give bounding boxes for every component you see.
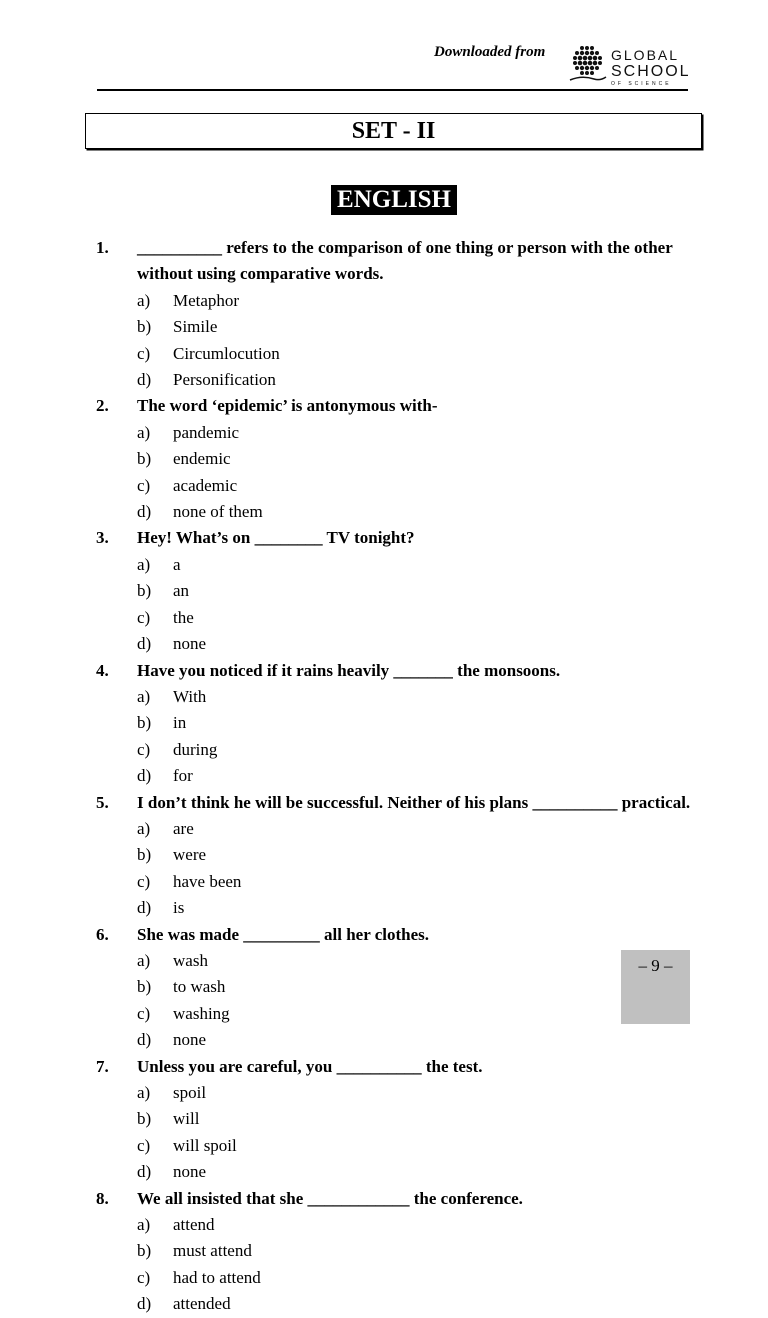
downloaded-from-text: Downloaded from	[434, 44, 546, 60]
option-text: none	[173, 1162, 207, 1182]
answer-option	[137, 895, 417, 921]
option-letter: b)	[137, 1109, 152, 1129]
option-text: none	[173, 634, 207, 654]
option-letter: b)	[137, 317, 152, 337]
option-text: have been	[173, 871, 242, 891]
question-number: 2.	[96, 396, 109, 416]
option-text: Simile	[173, 317, 218, 337]
answer-option	[137, 1238, 417, 1264]
option-text: will spoil	[173, 1135, 237, 1155]
question-text: Hey! What’s on ________ TV tonight?	[137, 528, 415, 548]
question-stem-row	[96, 1054, 696, 1080]
answer-option	[137, 1001, 417, 1027]
option-letter: d)	[137, 502, 152, 522]
option-letter: a)	[137, 686, 151, 706]
answer-option	[137, 367, 417, 393]
option-letter: b)	[137, 581, 152, 601]
answer-option	[137, 446, 417, 472]
answer-option	[137, 314, 417, 340]
question-number: 5.	[96, 792, 109, 812]
option-text: will	[173, 1109, 200, 1129]
question-item	[96, 393, 696, 525]
question-number: 8.	[96, 1188, 109, 1208]
globe-dots-icon	[568, 44, 608, 84]
question-item	[96, 1186, 696, 1318]
question-stem-row	[96, 922, 696, 948]
question-item	[96, 658, 696, 790]
question-text: I don’t think he will be successful. Neither of his plans __________ practical.	[137, 792, 691, 812]
option-letter: a)	[137, 1215, 151, 1235]
question-item	[96, 1054, 696, 1186]
option-text: is	[173, 898, 185, 918]
option-letter: d)	[137, 1294, 152, 1314]
global-school-logo	[568, 44, 698, 90]
option-letter: a)	[137, 818, 151, 838]
question-number: 4.	[96, 660, 109, 680]
page-number-tab	[621, 950, 690, 1024]
logo-global-text: GLOBAL	[611, 47, 680, 63]
option-text: pandemic	[173, 422, 240, 442]
question-text: Have you noticed if it rains heavily _______ the monsoons.	[137, 660, 561, 680]
header-divider	[97, 89, 688, 91]
answer-option	[137, 631, 417, 657]
option-letter: c)	[137, 343, 151, 363]
option-letter: a)	[137, 290, 151, 310]
answer-option	[137, 1133, 417, 1159]
option-text: Personification	[173, 370, 276, 390]
option-text: the	[173, 607, 194, 627]
option-text: are	[173, 818, 194, 838]
answer-option	[137, 1080, 417, 1106]
set-title-box	[85, 113, 702, 149]
option-letter: b)	[137, 1241, 152, 1261]
option-text: were	[173, 845, 207, 865]
option-letter: a)	[137, 1083, 151, 1102]
option-grid	[96, 948, 696, 1054]
option-letter: a)	[137, 950, 151, 970]
answer-option	[137, 420, 417, 446]
answer-option	[137, 842, 417, 868]
answer-option	[137, 763, 417, 789]
answer-option	[137, 737, 417, 763]
question-text: We all insisted that she ____________ the conference.	[137, 1188, 523, 1208]
page-number: – 9 –	[638, 956, 673, 975]
option-text: washing	[173, 1003, 230, 1023]
question-stem-row	[96, 790, 696, 816]
option-grid	[96, 552, 696, 658]
option-text: an	[173, 581, 190, 601]
option-grid	[96, 1212, 696, 1318]
option-text: during	[173, 739, 218, 759]
answer-option	[137, 578, 417, 604]
answer-option	[137, 341, 417, 367]
question-text: __________ refers to the comparison of one thing or person with the other without using comparative words.	[137, 238, 673, 284]
question-item	[96, 790, 696, 922]
option-text: spoil	[173, 1083, 207, 1102]
answer-option	[137, 974, 417, 1000]
option-grid	[96, 684, 696, 790]
subject-heading: ENGLISH	[331, 185, 457, 215]
logo-school-text: SCHOOL	[611, 63, 691, 80]
option-letter: a)	[137, 422, 151, 442]
option-text: must attend	[173, 1241, 252, 1261]
question-stem-row	[96, 393, 696, 419]
option-letter: d)	[137, 766, 152, 786]
option-text: endemic	[173, 449, 231, 469]
option-text: attended	[173, 1294, 231, 1314]
option-text: in	[173, 713, 187, 733]
logo-science-text: OF SCIENCE	[611, 81, 672, 87]
option-letter: d)	[137, 1162, 152, 1182]
answer-option	[137, 552, 417, 578]
option-letter: c)	[137, 1135, 151, 1155]
option-text: a	[173, 554, 181, 574]
question-text: The word ‘epidemic’ is antonymous with-	[137, 396, 438, 416]
answer-option	[137, 288, 417, 314]
answer-option	[137, 1212, 417, 1238]
question-text: Unless you are careful, you __________ the test.	[137, 1056, 483, 1076]
question-stem-row	[96, 1186, 696, 1212]
question-text: She was made _________ all her clothes.	[137, 924, 429, 944]
question-item	[96, 922, 696, 1054]
answer-option	[137, 869, 417, 895]
option-letter: b)	[137, 449, 152, 469]
option-text: to wash	[173, 977, 226, 997]
answer-option	[137, 1027, 417, 1053]
option-letter: a)	[137, 554, 151, 574]
answer-option	[137, 1291, 417, 1317]
option-text: wash	[173, 950, 208, 970]
answer-option	[137, 473, 417, 499]
set-title: SET - II	[351, 117, 436, 144]
option-text: none	[173, 1030, 207, 1050]
option-text: for	[173, 766, 193, 786]
option-letter: d)	[137, 898, 152, 918]
option-text: Circumlocution	[173, 343, 280, 363]
option-letter: b)	[137, 713, 152, 733]
option-letter: c)	[137, 475, 151, 495]
option-text: none of them	[173, 502, 263, 522]
option-letter: b)	[137, 977, 152, 997]
option-letter: c)	[137, 1267, 151, 1287]
option-grid	[96, 420, 696, 526]
question-number: 3.	[96, 528, 109, 548]
question-stem-row	[96, 235, 696, 288]
question-number: 6.	[96, 924, 109, 944]
question-item	[96, 235, 696, 393]
option-text: academic	[173, 475, 238, 495]
option-text: With	[173, 686, 207, 706]
option-letter: b)	[137, 845, 152, 865]
answer-option	[137, 710, 417, 736]
question-item	[96, 525, 696, 657]
answer-option	[137, 948, 417, 974]
option-grid	[96, 1080, 696, 1186]
answer-option	[137, 684, 417, 710]
answer-option	[137, 1159, 417, 1185]
question-list	[96, 235, 696, 1318]
question-number: 7.	[96, 1056, 109, 1076]
option-text: Metaphor	[173, 290, 240, 310]
option-letter: d)	[137, 1030, 152, 1050]
option-grid	[96, 816, 696, 922]
question-stem-row	[96, 525, 696, 551]
answer-option	[137, 605, 417, 631]
answer-option	[137, 816, 417, 842]
option-letter: c)	[137, 739, 151, 759]
option-text: attend	[173, 1215, 215, 1235]
option-text: had to attend	[173, 1267, 261, 1287]
option-letter: c)	[137, 1003, 151, 1023]
answer-option	[137, 499, 417, 525]
question-number: 1.	[96, 238, 109, 257]
answer-option	[137, 1106, 417, 1132]
option-letter: c)	[137, 871, 151, 891]
option-letter: d)	[137, 634, 152, 654]
option-grid	[96, 288, 696, 394]
option-letter: d)	[137, 370, 152, 390]
answer-option	[137, 1265, 417, 1291]
question-stem-row	[96, 658, 696, 684]
option-letter: c)	[137, 607, 151, 627]
